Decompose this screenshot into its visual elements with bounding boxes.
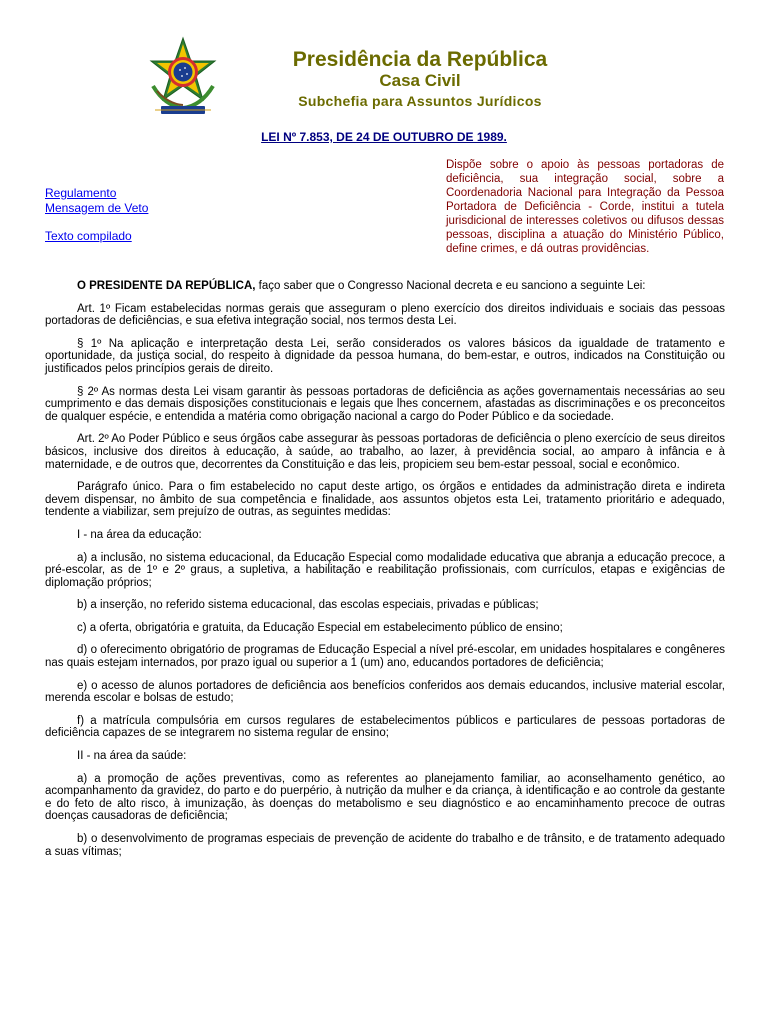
article-paragraph: b) a inserção, no referido sistema educacional, das escolas especiais, privadas e públicas; [77,599,539,612]
article-paragraph: II - na área da saúde: [77,750,187,763]
preamble-bold: O PRESIDENTE DA REPÚBLICA, [77,280,256,292]
spacer [45,215,148,229]
article-paragraph: Art. 2º Ao Poder Público e seus órgãos cabe assegurar às pessoas portadoras de deficiência o pleno exercício de seus direitos básicos, inclusive dos direitos à educação, à saúde, ao trabalho, ao lazer, à previdência social, ao amparo à infância e à maternidade, e de outros que, decorrentes da Constituição e das leis, propiciem seu bem-estar pessoal, social e econômico. [45,433,725,471]
article-paragraph: c) a oferta, obrigatória e gratuita, da Educação Especial em estabelecimento público de ensino; [77,621,563,634]
header-title: Presidência da República [292,48,548,71]
article-paragraph: I - na área da educação: [77,528,202,541]
article-paragraph: § 1º Na aplicação e interpretação desta Lei, serão considerados os valores básicos da igualdade de tratamento e oportunidade, da justiça social, do respeito à dignidade da pessoa humana, do bem-estar, e outros, indicados na Constituição ou justificados pelos princípios gerais de direito. [45,337,725,375]
article-paragraph: f) a matrícula compulsória em cursos regulares de estabelecimentos públicos e particulares de pessoas portadoras de deficiência capazes de se integrarem no sistema regular de ensino; [45,714,725,740]
law-title-link[interactable]: LEI Nº 7.853, DE 24 DE OUTUBRO DE 1989. [261,130,507,144]
law-summary: Dispõe sobre o apoio às pessoas portadoras de deficiência, sua integração social, sobre a Coordenadoria Nacional para Integração da Pessoa Portadora de Deficiência - Corde, institui a tutela jurisdicional de interesses coletivos ou difusos dessas pessoas, disciplina a atuação do Ministério Público, define crimes, e dá outras providências. [446,159,724,255]
article-paragraph: a) a inclusão, no sistema educacional, da Educação Especial como modalidade educativa que abranja a educação precoce, a pré-escolar, as de 1º e 2º graus, a supletiva, a habilitação e reabilitação profissionais, com currículos, etapas e exigências de diplomação próprios; [45,551,725,589]
mensagem-veto-link[interactable]: Mensagem de Veto [45,200,149,215]
article-paragraph: Art. 1º Ficam estabelecidas normas gerais que asseguram o pleno exercício dos direitos individuais e sociais das pessoas portadoras de deficiências, e sua efetiva integração social, nos termos desta Lei. [45,302,725,328]
article-paragraph: § 2º As normas desta Lei visam garantir às pessoas portadoras de deficiência as ações governamentais necessárias ao seu cumprimento e das demais disposições constitucionais e legais que lhes concernem, afastadas as discriminações e os preconceitos de qualquer espécie, e entendida a matéria como obrigação nacional a cargo do Poder Público e da sociedade. [45,385,725,423]
texto-compilado-link[interactable]: Texto compilado [45,229,132,243]
regulamento-link[interactable]: Regulamento [45,186,117,200]
related-links [45,186,148,244]
article-paragraph: e) o acesso de alunos portadores de deficiência aos benefícios conferidos aos demais educandos, inclusive material escolar, merenda escolar e bolsas de estudo; [45,679,725,705]
header-department: Subchefia para Assuntos Jurídicos [298,93,542,109]
preamble-rest: faço saber que o Congresso Nacional decreta e eu sanciono a seguinte Lei: [255,280,646,292]
article-paragraph: a) a promoção de ações preventivas, como as referentes ao planejamento familiar, ao aconselhamento genético, ao acompanhamento da gravidez, do parto e do puerpério, à nutrição da mulher e da criança, à identificação e ao controle da gestante e do feto de alto risco, à imunização, às doenças do metabolismo e seu diagnóstico e ao encaminhamento precoce de outras doenças causadoras de deficiência; [45,772,725,823]
preamble [45,280,725,293]
header-subtitle: Casa Civil [379,71,461,90]
article-paragraph: Parágrafo único. Para o fim estabelecido no caput deste artigo, os órgãos e entidades da administração direta e indireta devem dispensar, no âmbito de sua competência e finalidade, aos assuntos objetos esta Lei, tratamento prioritário e adequado, tendente a viabilizar, sem prejuízo de outras, as seguintes medidas: [45,481,725,519]
article-paragraph: d) o oferecimento obrigatório de programas de Educação Especial a nível pré-escolar, em unidades hospitalares e congêneres nas quais estejam internados, por prazo igual ou superior a 1 (um) ano, educandos portadores de deficiência; [45,644,725,670]
law-body [45,280,725,868]
page-header [0,0,768,120]
article-paragraph: b) o desenvolvimento de programas especiais de prevenção de acidente do trabalho e de trânsito, e de tratamento adequado a suas vítimas; [45,833,725,858]
